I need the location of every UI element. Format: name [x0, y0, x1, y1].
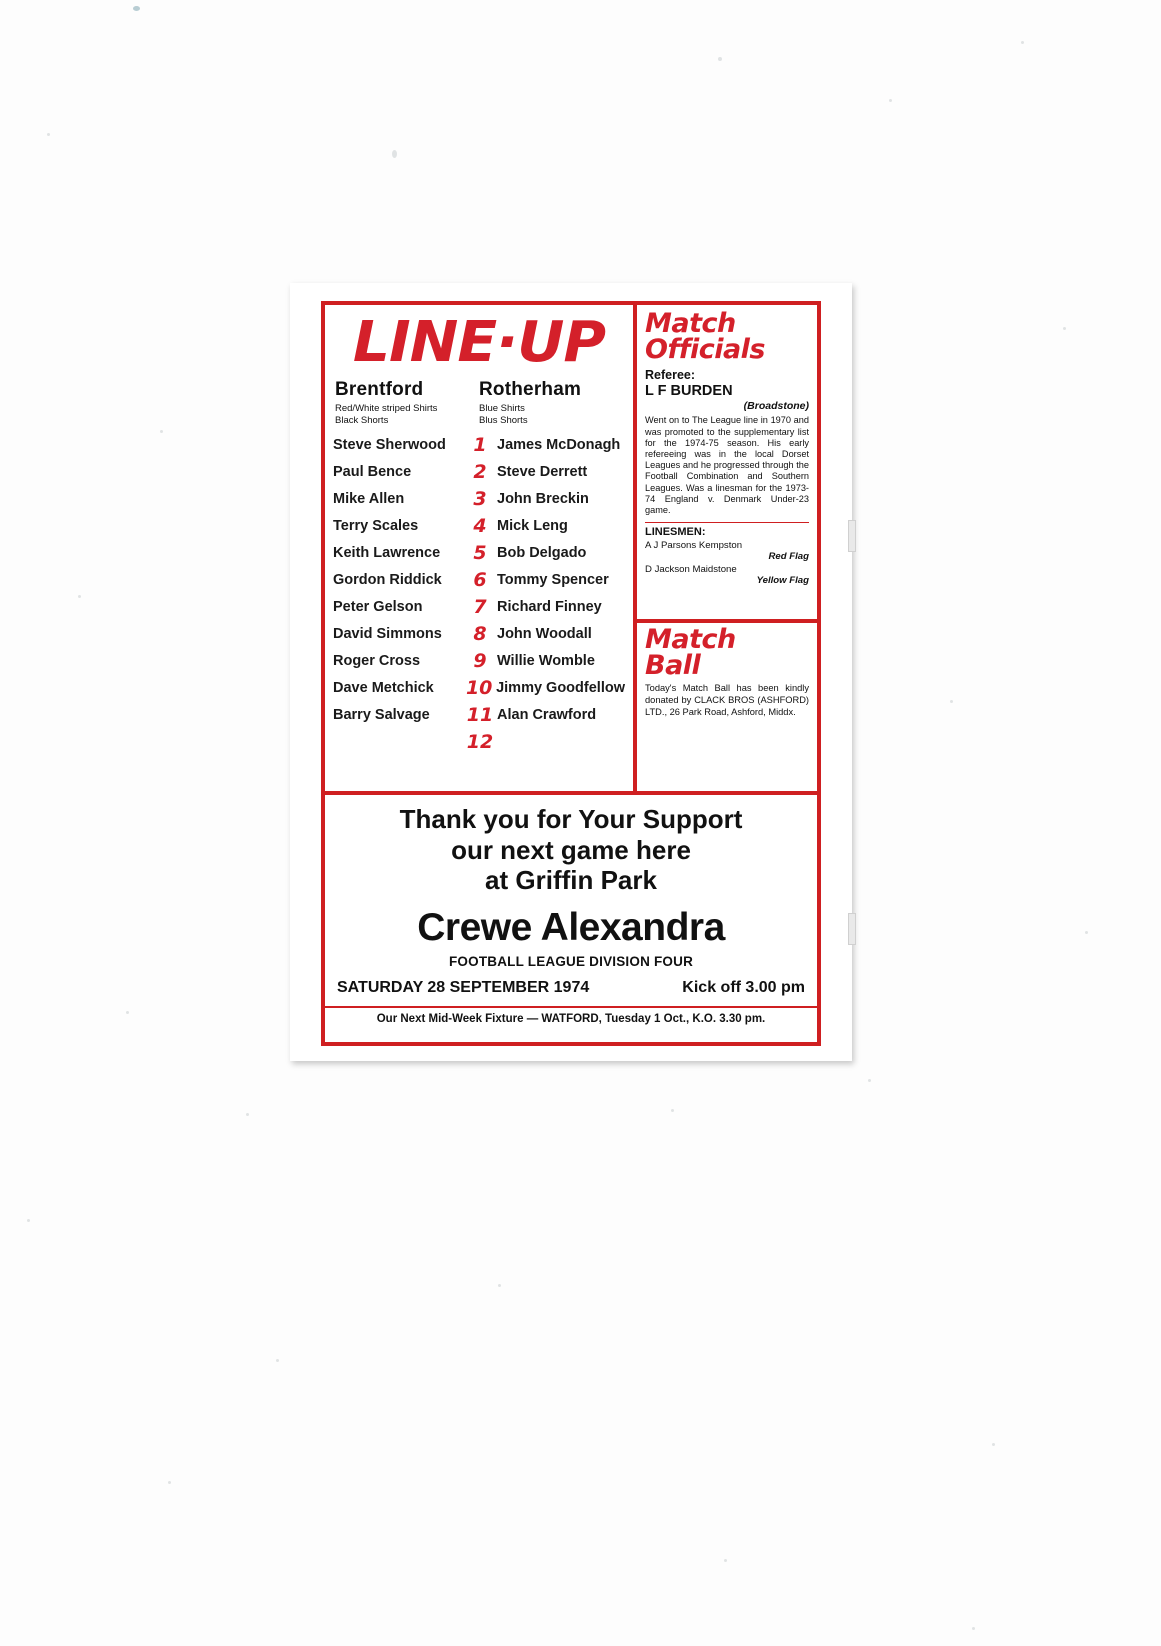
league-division: FOOTBALL LEAGUE DIVISION FOUR	[448, 954, 694, 970]
player-row	[333, 675, 625, 702]
linesman-flag: Yellow Flag	[756, 575, 809, 587]
away-player-name: Bob Delgado	[497, 545, 587, 562]
match-ball-title-line-1: Match	[645, 624, 736, 655]
linesmen-label: LINESMEN:	[645, 522, 809, 538]
next-game-kickoff: Kick off 3.00 pm	[682, 979, 805, 997]
referee-biography: Went on to The League line in 1970 and was promoted to the supplementary list for the 1974-75 season. His early refereeing was in the local Dorset Leagues and he progressed through the Football Combination and Southern Leagues. Was a linesman for the 1973-74 England v. Denmark Under-23 game.	[645, 415, 809, 516]
away-team-header	[479, 379, 623, 427]
programme-page	[290, 283, 852, 1061]
away-team-name: Rotherham	[479, 379, 582, 400]
lineup-column	[325, 305, 637, 791]
home-player-name: David Simmons	[333, 626, 442, 643]
staple-mark-bottom	[848, 913, 856, 945]
shirt-number: 7	[473, 596, 487, 619]
player-row	[333, 432, 625, 459]
home-team-name: Brentford	[335, 379, 424, 400]
home-player-name: Gordon Riddick	[333, 572, 442, 589]
away-kit-line-2: Blus Shorts	[479, 414, 528, 426]
away-player-name: Richard Finney	[497, 599, 602, 616]
player-row	[333, 648, 625, 675]
home-team-header	[335, 379, 479, 427]
team-headers	[325, 371, 633, 427]
shirt-number: 6	[473, 569, 487, 592]
shirt-number: 5	[473, 542, 487, 565]
home-kit-line-1: Red/White striped Shirts	[335, 403, 438, 414]
player-row	[333, 567, 625, 594]
away-player-name: James McDonagh	[497, 437, 621, 454]
player-row	[333, 594, 625, 621]
lineup-title: LINE·UP	[352, 310, 606, 375]
home-player-name: Terry Scales	[333, 518, 419, 535]
thanks-line-2: our next game here	[451, 834, 691, 865]
home-team-kit	[335, 403, 479, 427]
officials-column	[637, 305, 817, 791]
player-row	[333, 540, 625, 567]
away-player-name: Tommy Spencer	[497, 572, 609, 589]
home-player-name: Peter Gelson	[333, 599, 423, 616]
player-row	[333, 702, 625, 729]
player-row	[333, 621, 625, 648]
shirt-number: 3	[473, 488, 487, 511]
home-player-name: Mike Allen	[333, 491, 405, 508]
staple-mark-top	[848, 520, 856, 552]
player-row	[333, 729, 625, 756]
match-ball-title	[645, 624, 809, 681]
home-player-name: Keith Lawrence	[333, 545, 441, 562]
match-ball-title-line-2: Ball	[645, 649, 701, 681]
next-game-panel	[325, 791, 817, 1042]
away-team-kit	[479, 403, 623, 427]
shirt-number: 2	[473, 461, 487, 484]
next-game-datetime	[325, 969, 817, 997]
lineup-and-officials-section	[325, 305, 817, 791]
referee-name: L F BURDEN	[645, 383, 733, 400]
page-border-frame	[321, 301, 821, 1046]
shirt-number: 9	[473, 650, 487, 673]
player-list	[325, 432, 633, 756]
away-player-name: John Breckin	[497, 491, 589, 508]
match-ball-sponsor-text: Today's Match Ball has been kindly donated by CLACK BROS (ASHFORD) LTD., 26 Park Road, Ashford, Middx.	[645, 683, 809, 718]
next-opponent: Crewe Alexandra	[417, 906, 725, 950]
shirt-number: 12	[466, 731, 494, 754]
linesman-name: A J Parsons Kempston	[645, 540, 743, 552]
shirt-number: 1	[473, 434, 487, 457]
match-ball-panel	[637, 623, 817, 723]
away-player-name: Jimmy Goodfellow	[496, 680, 625, 697]
shirt-number: 8	[473, 623, 487, 646]
home-player-name: Steve Sherwood	[333, 437, 446, 454]
away-player-name: Steve Derrett	[497, 464, 588, 481]
linesman-flag: Red Flag	[768, 551, 809, 563]
match-officials-title-line-1: Match	[645, 308, 736, 339]
thanks-message	[325, 804, 817, 896]
thanks-line-3: at Griffin Park	[485, 865, 657, 896]
thanks-line-1: Thank you for Your Support	[399, 804, 743, 834]
away-player-name: Willie Womble	[497, 653, 595, 670]
next-game-date: SATURDAY 28 SEPTEMBER 1974	[337, 979, 590, 997]
shirt-number: 11	[466, 704, 494, 727]
home-kit-line-2: Black Shorts	[335, 414, 389, 426]
match-officials-title	[645, 308, 809, 365]
away-player-name: John Woodall	[497, 626, 592, 643]
home-player-name: Roger Cross	[333, 653, 421, 670]
away-player-name: Alan Crawford	[497, 707, 597, 724]
shirt-number: 10	[465, 677, 493, 700]
player-row	[333, 459, 625, 486]
shirt-number: 4	[473, 515, 487, 538]
away-kit-line-1: Blue Shirts	[479, 403, 525, 414]
linesman-name: D Jackson Maidstone	[645, 564, 737, 576]
match-officials-title-line-2: Officials	[645, 333, 766, 365]
match-officials-panel	[637, 305, 817, 623]
player-row	[333, 513, 625, 540]
away-player-name: Mick Leng	[497, 518, 568, 535]
referee-town: (Broadstone)	[743, 400, 809, 413]
home-player-name: Paul Bence	[333, 464, 412, 481]
midweek-fixture-note: Our Next Mid-Week Fixture — WATFORD, Tuesday 1 Oct., K.O. 3.30 pm.	[325, 1006, 817, 1025]
player-row	[333, 486, 625, 513]
home-player-name: Barry Salvage	[333, 707, 430, 724]
home-player-name: Dave Metchick	[333, 680, 434, 697]
referee-label: Referee:	[645, 368, 696, 383]
